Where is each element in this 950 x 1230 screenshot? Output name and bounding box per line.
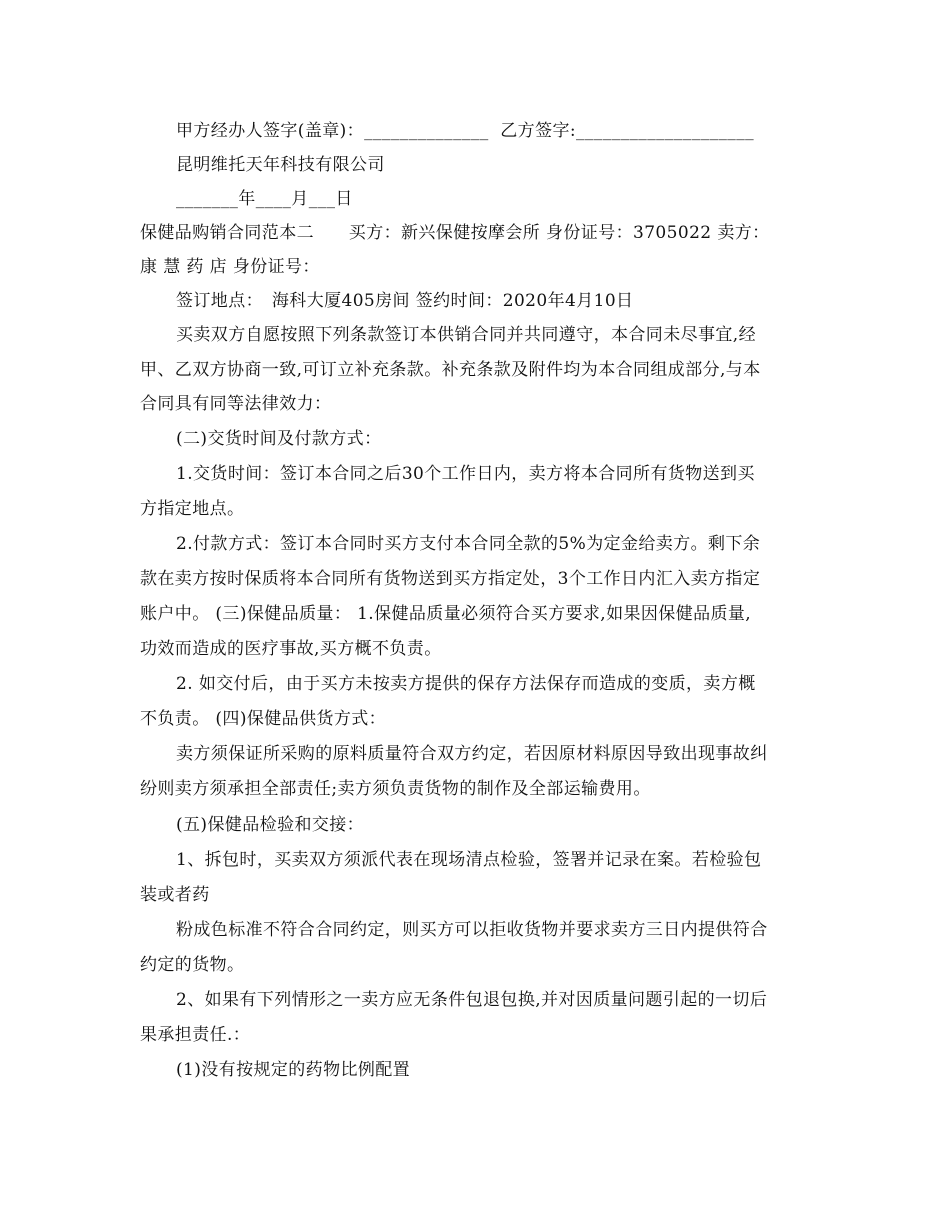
paragraph-line: 账户中。 (三)保健品质量： 1.保健品质量必须符合买方要求,如果因保健品质量,	[140, 604, 752, 624]
contract-title-line: 保健品购销合同范本二 买方：新兴保健按摩会所 身份证号：3705022 卖方：	[140, 223, 770, 243]
paragraph-line: 款在卖方按时保质将本合同所有货物送到买方指定处，3个工作日内汇入卖方指定	[140, 569, 761, 589]
signature-line: 甲方经办人签字(盖章)：______________ 乙方签字:____________________	[176, 121, 754, 141]
paragraph-line: 合同具有同等法律效力：	[140, 394, 332, 414]
paragraph-line: 功效而造成的医疗事故,买方概不负责。	[140, 639, 442, 659]
paragraph-line: 1.交货时间：签订本合同之后30个工作日内，卖方将本合同所有货物送到买	[176, 464, 755, 484]
paragraph-line: 1、拆包时，买卖双方须派代表在现场清点检验，签署并记录在案。若检验包	[176, 850, 762, 870]
seller-line: 康 慧 药 店 身份证号：	[140, 257, 320, 277]
paragraph-line: 2. 如交付后，由于买方未按卖方提供的保存方法保存而造成的变质，卖方概	[176, 674, 756, 694]
paragraph-line: 方指定地点。	[140, 499, 245, 519]
signing-place-line: 签订地点： 海科大厦405房间 签约时间：2020年4月10日	[176, 291, 634, 311]
paragraph-line: 2.付款方式：签订本合同时买方支付本合同全款的5%为定金给卖方。剩下余	[176, 534, 761, 554]
section-heading: (二)交货时间及付款方式：	[176, 429, 382, 449]
date-line: _______年____月___日	[176, 189, 353, 209]
company-name: 昆明维托天年科技有限公司	[176, 155, 385, 175]
paragraph-line: 粉成色标准不符合合同约定，则买方可以拒收货物并要求卖方三日内提供符合	[176, 920, 768, 940]
paragraph-line: 2、如果有下列情形之一卖方应无条件包退包换,并对因质量问题引起的一切后	[176, 990, 768, 1010]
paragraph-line: 纷则卖方须承担全部责任;卖方须负责货物的制作及全部运输费用。	[140, 779, 651, 799]
paragraph-line: 装或者药	[140, 885, 210, 905]
list-item: (1)没有按规定的药物比例配置	[176, 1060, 411, 1080]
paragraph-line: 卖方须保证所采购的原料质量符合双方约定，若因原材料原因导致出现事故纠	[176, 744, 768, 764]
paragraph-line: 果承担责任.：	[140, 1025, 251, 1045]
paragraph-line: 买卖双方自愿按照下列条款签订本供销合同并共同遵守，本合同未尽事宜,经	[176, 325, 757, 345]
paragraph-line: 不负责。 (四)保健品供货方式：	[140, 709, 387, 729]
paragraph-line: 甲、乙双方协商一致,可订立补充条款。补充条款及附件均为本合同组成部分,与本	[140, 360, 761, 380]
paragraph-line: 约定的货物。	[140, 955, 245, 975]
section-heading: (五)保健品检验和交接：	[176, 815, 365, 835]
